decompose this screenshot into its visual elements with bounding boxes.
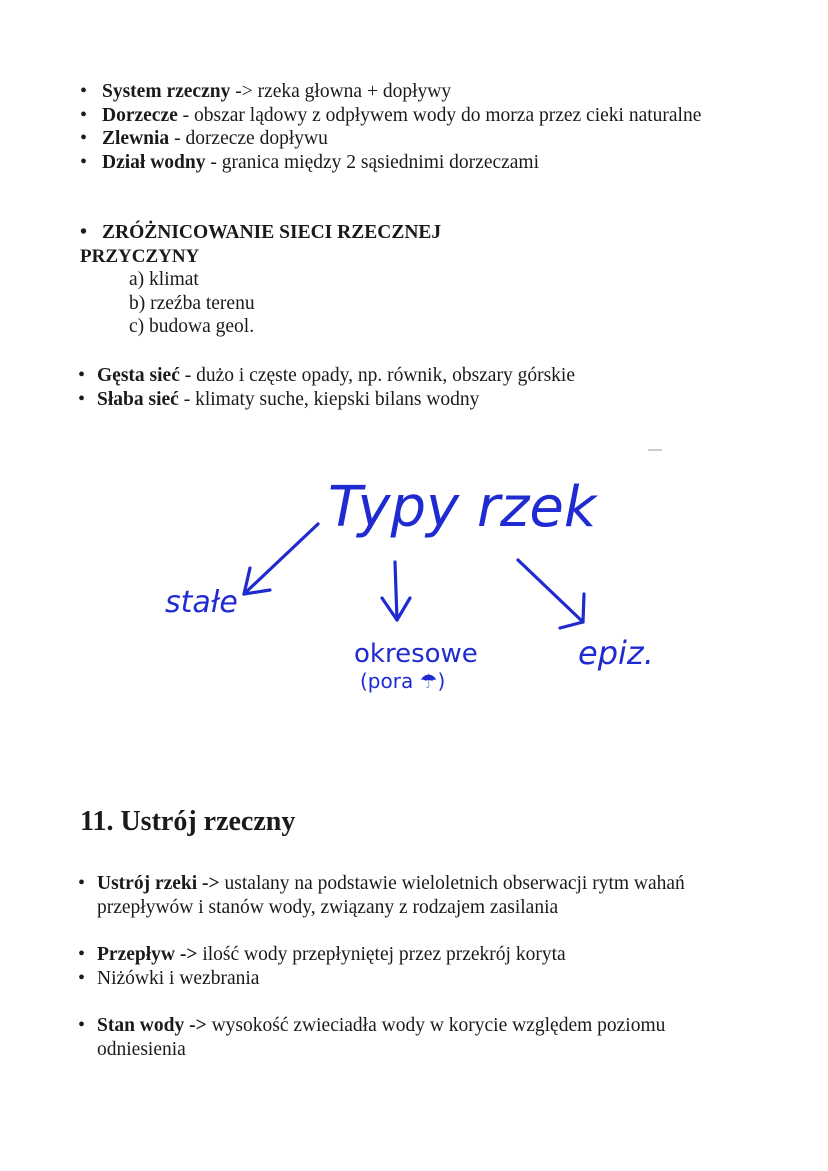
list-item: • Dorzecze - obszar lądowy z odpływem wody do morza przez cieki naturalne (0, 104, 722, 128)
arrow-left-icon (244, 524, 318, 594)
diagram-title: Typy rzek (328, 475, 597, 540)
type-right: epiz. (578, 634, 654, 672)
list-item: • Gęsta sieć - dużo i częste opady, np. równik, obszary górskie (0, 364, 828, 388)
list-item: • Stan wody -> wysokość zwieciadła wody w korycie względem poziomu odniesienia (0, 1014, 757, 1061)
section-heading: 11. Ustrój rzeczny (80, 806, 296, 837)
regime-list-1 (0, 872, 828, 919)
list-item: a) klimat (129, 269, 199, 290)
regime-list-2 (0, 943, 828, 990)
network-density-list (0, 364, 828, 411)
list-item: b) rzeźba terenu (129, 292, 255, 314)
list-item: • System rzeczny -> rzeka głowna + dopływy (0, 80, 722, 104)
regime-list-3 (0, 1014, 828, 1061)
list-item: • Dział wodny - granica między 2 sąsiednimi dorzeczami (0, 151, 722, 175)
list-item: • Ustrój rzeki -> ustalany na podstawie wieloletnich obserwacji rytm wahań przepływów i stanów wody, związany z rodzajem zasilania (0, 872, 757, 919)
type-left: stałe (165, 585, 238, 620)
handwritten-river-types-diagram (0, 440, 828, 720)
list-item: • Słaba sieć - klimaty suche, kiepski bilans wodny (0, 388, 828, 412)
definitions-list (0, 80, 828, 174)
list-item: • Niżówki i wezbrania (0, 967, 757, 991)
arrow-down-icon (382, 562, 410, 620)
list-item: • Przepływ -> ilość wody przepłyniętej przez przekrój koryta (0, 943, 757, 967)
list-item: c) budowa geol. (129, 316, 255, 337)
network-diversity-section (0, 221, 828, 339)
type-middle: okresowe (354, 639, 478, 669)
section-subtitle: PRZYCZYNY (80, 245, 200, 267)
section-title: • ZRÓŻNICOWANIE SIECI RZECZNEJ (0, 221, 722, 245)
list-item: • Zlewnia - dorzecze dopływu (0, 127, 722, 151)
type-middle-note: (pora ☂) (360, 669, 446, 693)
arrow-right-icon (518, 560, 584, 628)
